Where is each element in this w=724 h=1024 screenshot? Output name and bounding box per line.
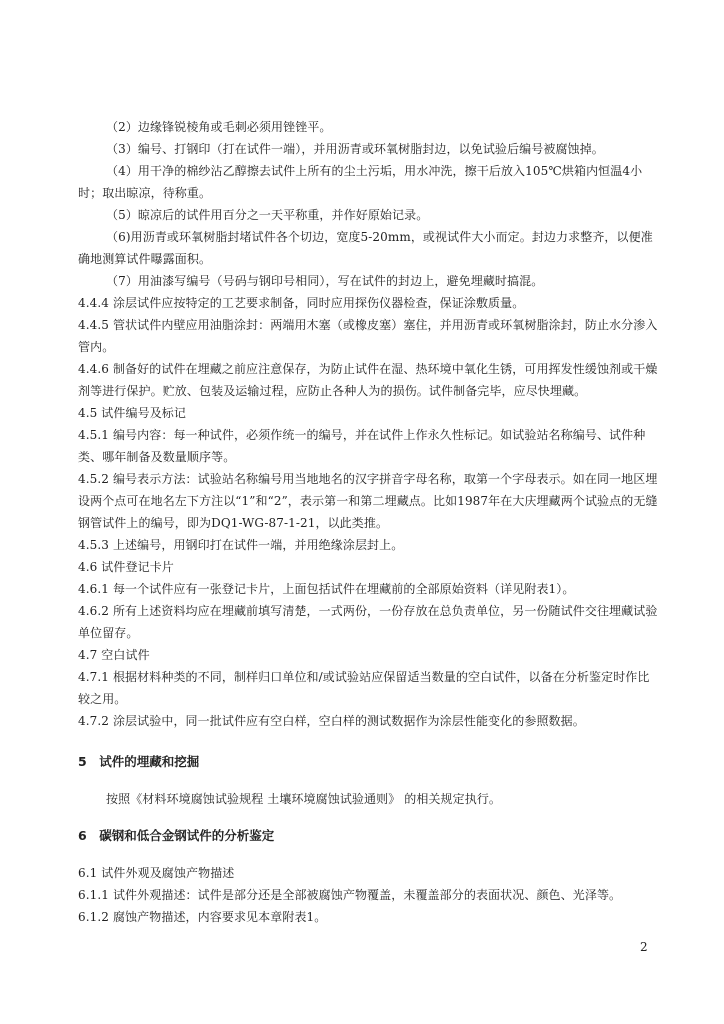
paragraph: （7）用油漆写编号（号码与钢印号相同），写在试件的封边上，避免埋藏时搞混。 — [106, 274, 544, 288]
paragraph: （5）晾凉后的试件用百分之一天平称重，并作好原始记录。 — [106, 208, 429, 222]
clause: 4.6.1 每一个试件应有一张登记卡片，上面包括试件在埋藏前的全部原始资料（详见附表1）。 — [78, 582, 575, 596]
clause: 4.4.6 制备好的试件在埋藏之前应注意保存，为防止试件在湿、热环境中氧化生锈，可用挥发性缓蚀剂或干燥剂等进行保护。贮放、包装及运输过程，应防止各种人为的损伤。试件制备完毕，应尽快埋藏。 — [78, 362, 658, 398]
clause: 4.6.2 所有上述资料均应在埋藏前填写清楚，一式两份，一份存放在总负责单位，另一份随试件交往埋藏试验单位留存。 — [78, 604, 658, 640]
subsection-title: 4.7 空白试件 — [78, 648, 150, 662]
page-number: 2 — [640, 940, 648, 954]
clause: 4.7.1 根据材料种类的不同，制样归口单位和/或试验站应保留适当数量的空白试件，以备在分析鉴定时作比较之用。 — [78, 670, 650, 706]
paragraph: （2）边缘锋锐棱角或毛刺必须用锉锉平。 — [106, 120, 332, 134]
section-6-heading: 6 碳钢和低合金钢试件的分析鉴定 — [78, 828, 275, 843]
clause: 4.4.4 涂层试件应按特定的工艺要求制备，同时应用探伤仪器检查，保证涂敷质量。 — [78, 296, 525, 310]
paragraph: （3）编号、打钢印（打在试件一端），并用沥青或环氧树脂封边，以免试验后编号被腐蚀掉。 — [106, 142, 604, 156]
clause: 4.5.2 编号表示方法：试验站名称编号用当地地名的汉字拼音字母名称，取第一个字母表示。如在同一地区埋设两个点可在地名左下方注以“1”和“2”，表示第一和第二埋藏点。比如1987年在大庆埋藏两个试验点的无缝钢管试件上的编号，即为DQ1-WG-87-1-21，以此类推。 — [78, 472, 658, 530]
subsection-title: 4.5 试件编号及标记 — [78, 406, 186, 420]
section-5-body: 按照《材料环境腐蚀试验规程 土壤环境腐蚀试验通则》 的相关规定执行。 — [106, 792, 502, 806]
clause: 4.5.1 编号内容：每一种试件，必须作统一的编号，并在试件上作永久性标记。如试验站名称编号、试件种类、哪年制备及数量顺序等。 — [78, 428, 646, 464]
clause: 4.4.5 管状试件内壁应用油脂涂封：两端用木塞（或橡皮塞）塞住，并用沥青或环氧树脂涂封，防止水分渗入管内。 — [78, 318, 658, 354]
clause: 4.5.3 上述编号，用钢印打在试件一端，并用绝缘涂层封上。 — [78, 538, 404, 552]
clause: 6.1.2 腐蚀产物描述，内容要求见本章附表1。 — [78, 910, 327, 924]
paragraph: （4）用干净的棉纱沾乙醇擦去试件上所有的尘土污垢，用水冲洗，擦干后放入105℃烘箱内恒温4小时；取出晾凉，待称重。 — [78, 164, 643, 200]
section-5-heading: 5 试件的埋藏和挖掘 — [78, 754, 200, 769]
paragraph: （6)用沥青或环氧树脂封堵试件各个切边，宽度5-20mm，或视试件大小而定。封边力求整齐，以便准确地测算试件曝露面积。 — [78, 230, 653, 266]
clause: 4.7.2 涂层试验中，同一批试件应有空白样，空白样的测试数据作为涂层性能变化的参照数据。 — [78, 714, 585, 728]
clause: 6.1.1 试件外观描述：试件是部分还是全部被腐蚀产物覆盖，未覆盖部分的表面状况、颜色、光泽等。 — [78, 888, 622, 902]
subsection-title: 4.6 试件登记卡片 — [78, 560, 174, 574]
subsection-title: 6.1 试件外观及腐蚀产物描述 — [78, 866, 235, 880]
